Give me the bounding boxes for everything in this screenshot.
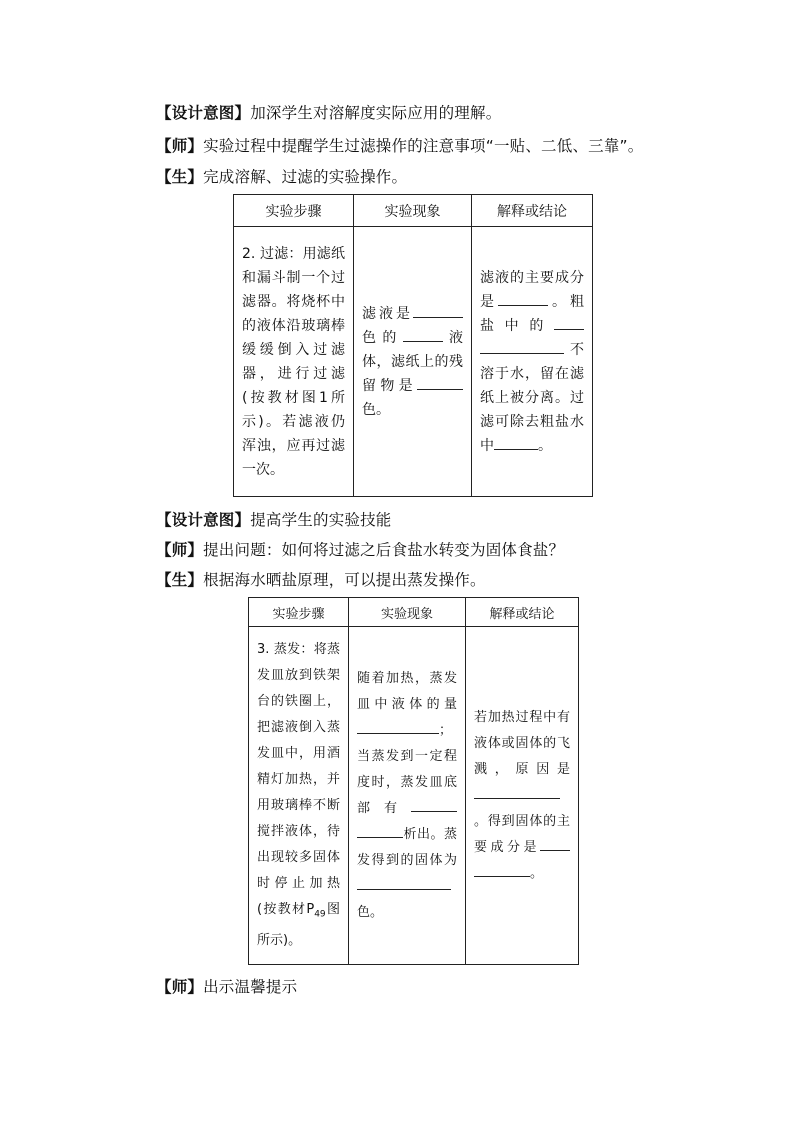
line-text: 提高学生的实验技能 xyxy=(250,511,392,529)
header-phenomenon: 实验现象 xyxy=(349,598,466,627)
concl-text-2: 。粗盐中的 xyxy=(480,293,584,334)
table-row xyxy=(249,627,579,965)
concl-text-3: 不溶于水，留在滤纸上被分离。过滤可除去粗盐水中 xyxy=(480,341,584,454)
answer-blank[interactable] xyxy=(474,784,560,799)
answer-blank[interactable] xyxy=(357,875,423,890)
answer-blank[interactable] xyxy=(480,339,564,354)
line-text: 出示温馨提示 xyxy=(203,978,298,996)
page-subscript: 49 xyxy=(314,909,326,920)
step-cell xyxy=(249,627,349,965)
header-conclusion: 解释或结论 xyxy=(472,195,593,227)
phen-text-1: 滤液是 xyxy=(362,305,413,322)
answer-blank[interactable] xyxy=(423,875,451,890)
table-row xyxy=(234,227,593,497)
answer-blank[interactable] xyxy=(540,836,570,851)
step-text-1: 3. 蒸发：将蒸发皿放到铁架台的铁圈上，把滤液倒入蒸发皿中，用酒精灯加热，并用玻璃棒不断搅拌液体，待出现较多固体时停止加热(按教材P xyxy=(257,642,340,918)
tag: 【设计意图】 xyxy=(156,104,251,122)
phen-text-4: 色。 xyxy=(357,904,384,920)
answer-blank[interactable] xyxy=(417,375,463,390)
line-teacher-2 xyxy=(156,538,564,560)
answer-blank[interactable] xyxy=(413,303,463,318)
filtration-table xyxy=(233,194,593,497)
table-header-row xyxy=(249,598,579,627)
line-student-1 xyxy=(156,165,407,187)
line-text: 加深学生对溶解度实际应用的理解。 xyxy=(250,104,502,122)
conclusion-cell xyxy=(472,227,593,497)
phen-text-1: 随着加热，蒸发皿中液体的量 xyxy=(357,670,457,712)
header-conclusion: 解释或结论 xyxy=(466,598,579,627)
line-student-2 xyxy=(156,568,486,590)
concl-text-1: 滤液的主要成分是 xyxy=(480,269,584,310)
step-text: 2. 过滤：用滤纸和漏斗制一个过滤器。将烧杯中的液体沿玻璃棒缓缓倒入过滤器，进行过滤(按教材图1所示)。若滤液仍浑浊，应再过滤一次。 xyxy=(242,245,345,478)
concl-text-2: 。得到固体的主要成分是 xyxy=(474,813,570,855)
phen-text-4: 色。 xyxy=(362,401,390,418)
evaporation-table xyxy=(248,597,579,965)
step-text-2: 图所示)。 xyxy=(257,902,340,948)
phen-text-2: ；当蒸发到一定程度时，蒸发皿底部有 xyxy=(357,722,457,816)
tag: 【师】 xyxy=(156,978,204,996)
concl-text-4: 。 xyxy=(538,437,552,454)
line-design-intent-2 xyxy=(156,508,392,530)
step-cell xyxy=(234,227,354,497)
phen-text-2: 色的 xyxy=(362,329,403,346)
answer-blank[interactable] xyxy=(403,327,443,342)
line-teacher-3 xyxy=(156,975,297,997)
header-phenomenon: 实验现象 xyxy=(354,195,472,227)
concl-text-1: 若加热过程中有液体或固体的飞溅，原因是 xyxy=(474,709,570,777)
tag: 【师】 xyxy=(156,137,204,155)
tag: 【设计意图】 xyxy=(156,511,251,529)
line-text: 实验过程中提醒学生过滤操作的注意事项“一贴、二低、三靠”。 xyxy=(203,137,644,155)
answer-blank[interactable] xyxy=(494,435,538,450)
conclusion-cell xyxy=(466,627,579,965)
tag: 【生】 xyxy=(156,571,204,589)
phenomenon-cell xyxy=(354,227,472,497)
concl-text-3: 。 xyxy=(530,865,544,881)
line-text: 根据海水晒盐原理，可以提出蒸发操作。 xyxy=(203,571,486,589)
answer-blank[interactable] xyxy=(357,823,403,838)
table-header-row xyxy=(234,195,593,227)
answer-blank[interactable] xyxy=(554,315,584,330)
header-step: 实验步骤 xyxy=(249,598,349,627)
tag: 【生】 xyxy=(156,168,204,186)
line-teacher-1 xyxy=(156,134,643,156)
answer-blank[interactable] xyxy=(474,862,530,877)
answer-blank[interactable] xyxy=(357,719,439,734)
answer-blank[interactable] xyxy=(411,797,457,812)
phenomenon-cell xyxy=(349,627,466,965)
line-design-intent-1 xyxy=(156,101,501,123)
line-text: 提出问题：如何将过滤之后食盐水转变为固体食盐？ xyxy=(203,541,565,559)
phen-text-3: 析出。蒸发得到的固体为 xyxy=(357,826,457,868)
phen-text-3: 液体，滤纸上的残留物是 xyxy=(362,329,464,394)
answer-blank[interactable] xyxy=(498,291,548,306)
line-text: 完成溶解、过滤的实验操作。 xyxy=(203,168,408,186)
tag: 【师】 xyxy=(156,541,204,559)
header-step: 实验步骤 xyxy=(234,195,354,227)
